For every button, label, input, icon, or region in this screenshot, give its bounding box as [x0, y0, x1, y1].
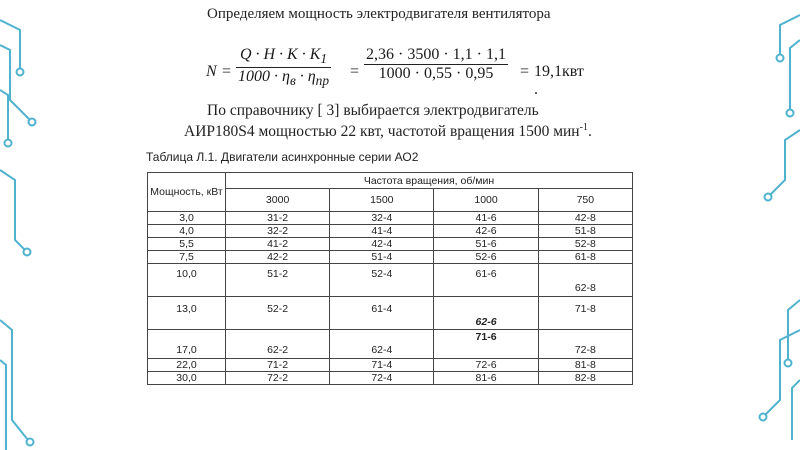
- model-cell: 52-2: [226, 297, 330, 330]
- formula-den2: 1000 · 0,55 · 0,95: [364, 64, 508, 83]
- model-cell: 61-6: [434, 264, 538, 297]
- model-cell: 41-4: [330, 225, 434, 238]
- table-row: [148, 359, 633, 372]
- model-cell: 71-4: [330, 359, 434, 372]
- formula-result: 19,1квт: [534, 63, 584, 80]
- table-row: [148, 251, 633, 264]
- model-cell: 42-8: [538, 212, 632, 225]
- model-cell: 31-2: [226, 212, 330, 225]
- model-cell: 62-8: [538, 264, 632, 297]
- model-cell: 52-8: [538, 238, 632, 251]
- formula-num1: Q · H · K · K: [239, 46, 321, 63]
- power-cell: 5,5: [148, 238, 226, 251]
- model-cell: 71-2: [226, 359, 330, 372]
- model-cell: 82-8: [538, 372, 632, 385]
- model-cell: 41-2: [226, 238, 330, 251]
- model-cell: 51-4: [330, 251, 434, 264]
- formula-den1-sub-b: пр: [315, 73, 329, 89]
- section-heading: Определяем мощность электродвигателя вентилятора: [207, 6, 551, 22]
- model-cell: 32-4: [330, 212, 434, 225]
- power-header: Мощность, кВт: [148, 173, 226, 212]
- model-cell: 72-2: [226, 372, 330, 385]
- model-cell: 72-6: [434, 359, 538, 372]
- model-cell: 81-6: [434, 372, 538, 385]
- table-row: [148, 225, 633, 238]
- model-cell: 71-6: [434, 330, 538, 359]
- formula-den1-sub-a: в: [289, 73, 296, 89]
- formula-num1-sub: 1: [320, 51, 328, 67]
- power-cell: 3,0: [148, 212, 226, 225]
- model-cell: 42-2: [226, 251, 330, 264]
- model-cell: 72-8: [538, 330, 632, 359]
- reference-line-1: По справочнику [ 3] выбирается электродвигатель: [207, 102, 539, 119]
- model-cell: 61-4: [330, 297, 434, 330]
- power-cell: 13,0: [148, 297, 226, 330]
- table-row: [148, 212, 633, 225]
- speed-header: Частота вращения, об/мин: [226, 173, 633, 189]
- model-cell: 81-8: [538, 359, 632, 372]
- model-cell: 52-4: [330, 264, 434, 297]
- formula-den1: 1000 · η: [238, 68, 290, 86]
- power-cell: 30,0: [148, 372, 226, 385]
- power-cell: 22,0: [148, 359, 226, 372]
- model-cell: 71-8: [538, 297, 632, 330]
- table-row: [148, 372, 633, 385]
- table-row: [148, 238, 633, 251]
- table-caption: Таблица Л.1. Двигатели асинхронные серии АО2: [146, 150, 419, 164]
- formula-den1-mid: · η: [295, 68, 316, 86]
- model-cell: 51-6: [434, 238, 538, 251]
- model-cell: 62-2: [226, 330, 330, 359]
- formula-symbolic-fraction: [236, 46, 331, 89]
- speed-750: 750: [538, 189, 632, 212]
- model-cell: 42-4: [330, 238, 434, 251]
- model-cell: 61-8: [538, 251, 632, 264]
- power-formula: N = $Q \cdot H \cdot K \cdot K_1$ $1000 \cdot \eta_в \cdot \eta_{пр}$ = $\frac{2,36 \cdot 3500 \cdot 1,1 \cdot 1,1}{1000 \cdot 0,55 \cdot 0,95}$ = 19,1квт .: [206, 46, 584, 98]
- formula-numeric-fraction: [364, 46, 508, 83]
- model-cell: 41-6: [434, 212, 538, 225]
- table-row: [148, 330, 633, 359]
- power-cell: 10,0: [148, 264, 226, 297]
- reference-line-2: АИР180S4 мощностью 22 квт, частотой вращения 1500 мин$^{-1}$.: [184, 122, 592, 141]
- model-cell: 51-8: [538, 225, 632, 238]
- speed-1000: 1000: [434, 189, 538, 212]
- model-cell: 52-6: [434, 251, 538, 264]
- power-cell: 17,0: [148, 330, 226, 359]
- right-circuit-decoration: [740, 0, 800, 450]
- power-cell: 4,0: [148, 225, 226, 238]
- model-cell: 32-2: [226, 225, 330, 238]
- motors-table: [147, 172, 633, 385]
- model-cell: 42-6: [434, 225, 538, 238]
- power-cell: 7,5: [148, 251, 226, 264]
- left-circuit-decoration: [0, 0, 60, 450]
- formula-num2: 2,36 · 3500 · 1,1 · 1,1: [366, 46, 506, 63]
- speed-3000: 3000: [226, 189, 330, 212]
- table-row: [148, 297, 633, 330]
- formula-lhs: N: [206, 63, 217, 80]
- model-cell: 62-4: [330, 330, 434, 359]
- table-row: [148, 264, 633, 297]
- speed-1500: 1500: [330, 189, 434, 212]
- model-cell: 72-4: [330, 372, 434, 385]
- model-cell: 62-6: [434, 297, 538, 330]
- model-cell: 51-2: [226, 264, 330, 297]
